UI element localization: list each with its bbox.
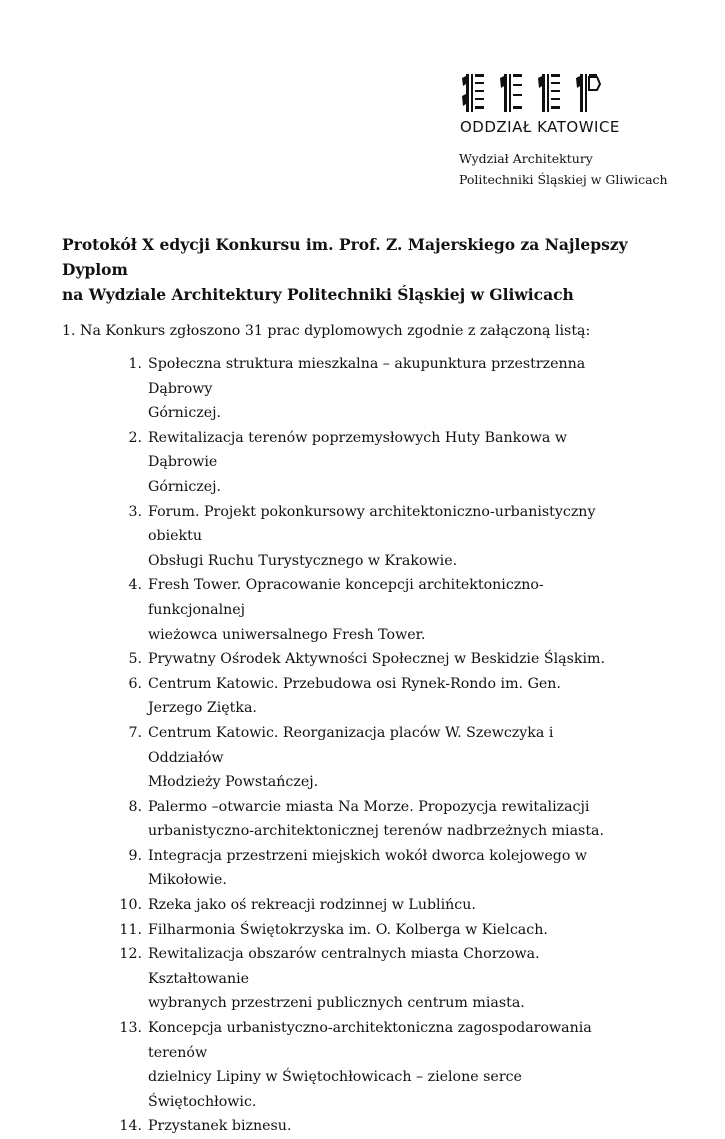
item-line: Przystanek biznesu. — [148, 1118, 292, 1135]
list-item — [108, 1016, 608, 1114]
list-item — [108, 721, 608, 795]
list-number: 3. — [128, 503, 142, 520]
list-number: 2. — [128, 429, 142, 446]
project-list — [108, 352, 608, 1139]
list-item — [108, 1114, 608, 1139]
item-line: Centrum Katowic. Przebudowa osi Rynek-Rondo im. Gen. Jerzego Ziętka. — [148, 675, 561, 717]
list-item — [108, 573, 608, 647]
recipient-block — [459, 148, 668, 190]
item-line: Rewitalizacja obszarów centralnych miasta Chorzowa. Kształtowanie — [148, 946, 540, 987]
intro-paragraph: 1. Na Konkurs zgłoszono 31 prac dyplomowych zgodnie z załączoną listą: — [62, 323, 591, 339]
item-line: Centrum Katowic. Reorganizacja placów W. Szewczyka i Oddziałów — [148, 724, 554, 766]
item-line: Górniczej. — [148, 478, 222, 495]
list-item — [108, 942, 608, 1016]
item-line: Rewitalizacja terenów poprzemysłowych Huty Bankowa w Dąbrowie — [148, 429, 568, 471]
list-item — [108, 918, 608, 943]
list-number: 9. — [128, 847, 142, 864]
list-number: 13. — [119, 1020, 142, 1037]
list-number: 1. — [128, 356, 142, 372]
list-number: 8. — [128, 798, 142, 815]
list-item — [108, 647, 608, 672]
item-line: wieżowca uniwersalnego Fresh Tower. — [148, 626, 426, 643]
list-number: 7. — [128, 724, 142, 741]
item-line: Rzeka jako oś rekreacji rodzinnej w Lublińcu. — [148, 897, 476, 914]
list-item — [108, 500, 608, 574]
list-number: 10. — [119, 897, 142, 914]
item-line: Społeczna struktura mieszkalna – akupunktura przestrzenna Dąbrowy — [148, 356, 586, 397]
list-number: 6. — [128, 675, 142, 692]
list-number: 12. — [119, 946, 142, 963]
item-line: Palermo –otwarcie miasta Na Morze. Propozycja rewitalizacji — [148, 798, 590, 815]
document-title — [62, 232, 662, 307]
recipient-line: Wydział Architektury — [459, 151, 593, 166]
logo — [460, 72, 620, 136]
list-item — [108, 844, 608, 893]
item-line: Górniczej. — [148, 405, 222, 422]
item-line: Młodzieży Powstańczej. — [148, 774, 319, 791]
list-item — [108, 672, 608, 721]
item-line: Obsługi Ruchu Turystycznego w Krakowie. — [148, 552, 458, 569]
item-line: wybranych przestrzeni publicznych centrum miasta. — [148, 995, 525, 1012]
sarp-logo-mark-icon — [460, 72, 610, 114]
list-item — [108, 893, 608, 918]
item-line: Forum. Projekt pokonkursowy architektoniczno-urbanistyczny obiektu — [148, 503, 596, 545]
list-number: 11. — [119, 921, 142, 938]
title-line: na Wydziale Architektury Politechniki Śląskiej w Gliwicach — [62, 285, 574, 304]
item-line: Fresh Tower. Opracowanie koncepcji architektoniczno-funkcjonalnej — [148, 577, 544, 618]
list-item — [108, 352, 608, 426]
logo-text: ODDZIAŁ KATOWICE — [460, 118, 620, 136]
item-line: Integracja przestrzeni miejskich wokół dworca kolejowego w Mikołowie. — [148, 847, 588, 889]
list-number: 4. — [128, 577, 142, 594]
title-line: Protokół X edycji Konkursu im. Prof. Z. Majerskiego za Najlepszy Dyplom — [62, 235, 628, 279]
list-item — [108, 426, 608, 500]
item-line: urbanistyczno-architektonicznej terenów nadbrzeżnych miasta. — [148, 823, 605, 840]
list-item — [108, 795, 608, 844]
item-line: dzielnicy Lipiny w Świętochłowicach – zielone serce Świętochłowic. — [148, 1069, 522, 1110]
item-line: Filharmonia Świętokrzyska im. O. Kolberga w Kielcach. — [148, 921, 548, 938]
item-line: Koncepcja urbanistyczno-architektoniczna zagospodarowania terenów — [148, 1020, 592, 1061]
recipient-line: Politechniki Śląskiej w Gliwicach — [459, 172, 668, 187]
list-number: 5. — [128, 651, 142, 668]
item-line: Prywatny Ośrodek Aktywności Społecznej w Beskidzie Śląskim. — [148, 651, 605, 668]
list-number: 14. — [119, 1118, 142, 1135]
